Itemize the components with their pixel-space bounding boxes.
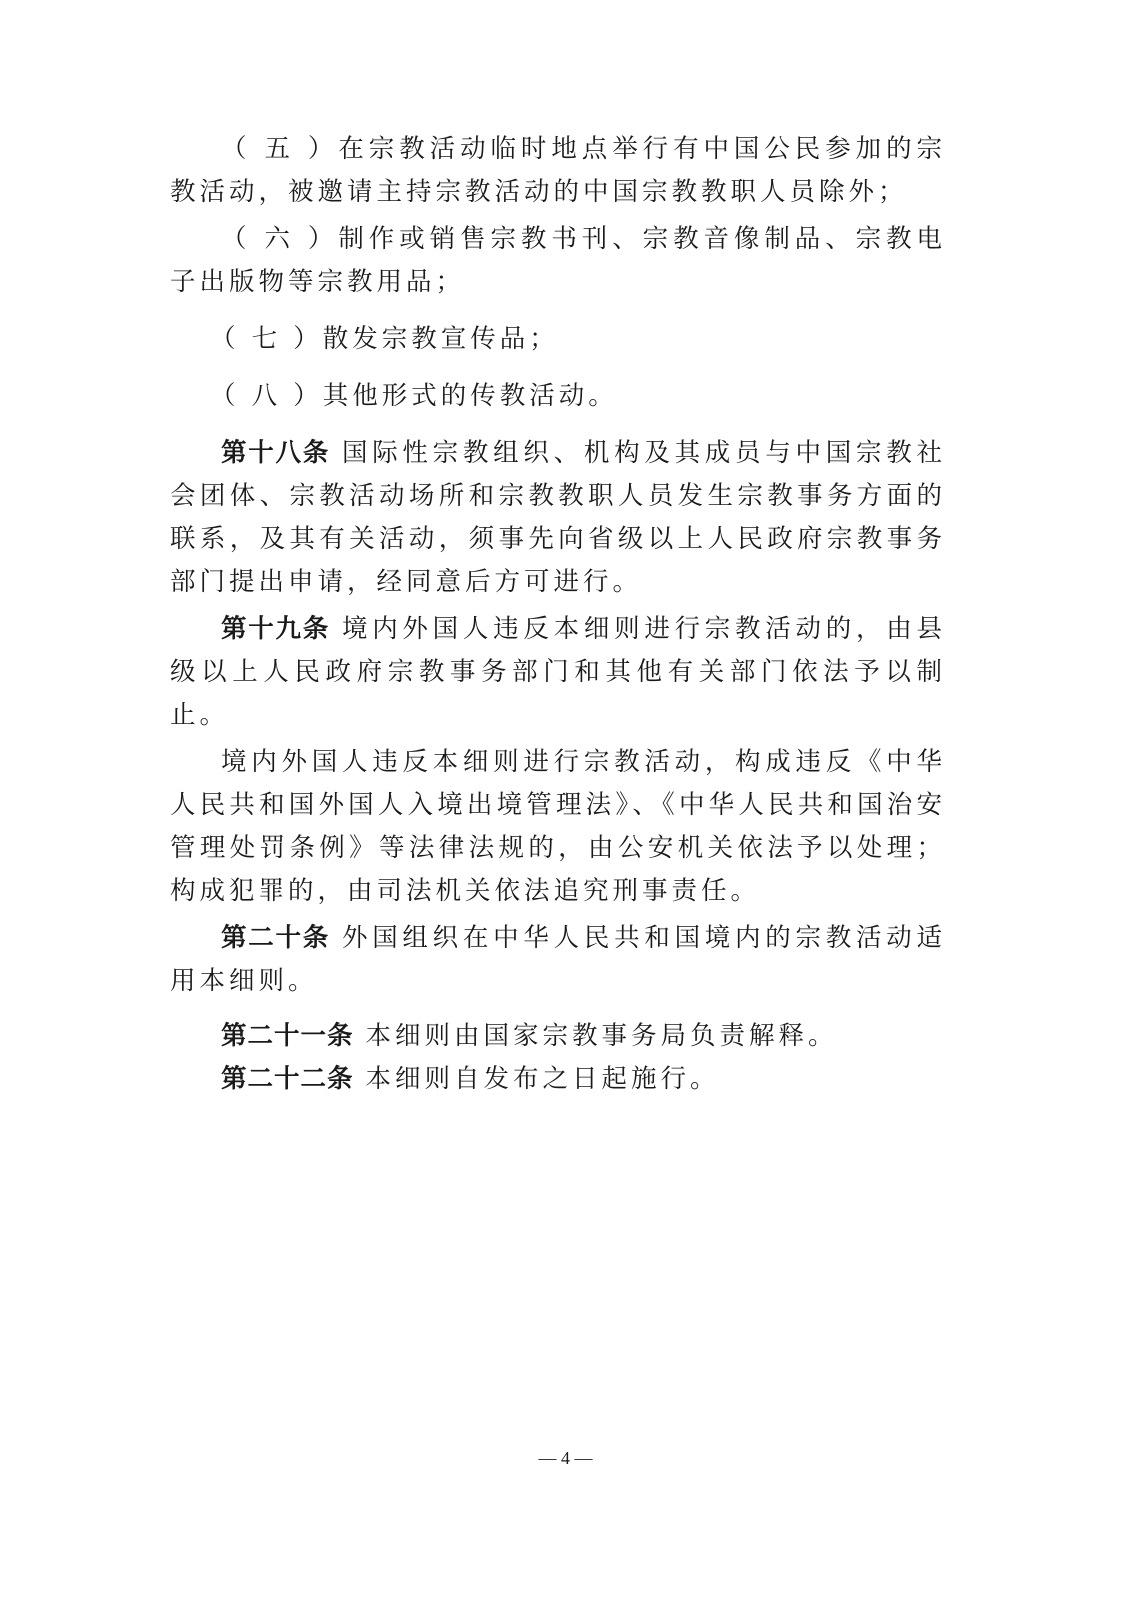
clause-item-8-text: （ 八 ）其他形式的传教活动。 (210, 381, 618, 411)
article-18-title: 第十八条 (221, 438, 330, 468)
article-20-text: 外国组织在中华人民共和国境内的宗教活动适用本细则。 (170, 923, 946, 996)
article-18-text: 国际性宗教组织、机构及其成员与中国宗教社会团体、宗教活动场所和宗教教职人员发生宗教事务方面的联系，及其有关活动，须事先向省级以上人民政府宗教事务部门提出申请，经同意后方可进行。 (170, 438, 946, 597)
clause-item-7-text: （ 七 ）散发宗教宣传品； (210, 324, 559, 354)
document-body (170, 128, 946, 1101)
clause-item-8 (170, 375, 946, 418)
article-19-paragraph-2-text: 境内外国人违反本细则进行宗教活动，构成违反《中华人民共和国外国人入境出境管理法》、《中华人民共和国治安管理处罚条例》等法律法规的，由公安机关依法予以处理；构成犯罪的，由司法机关依法追究刑事责任。 (170, 747, 946, 906)
clause-item-6-text: （ 六 ）制作或销售宗教书刊、宗教音像制品、宗教电子出版物等宗教用品； (170, 224, 946, 297)
article-20-title: 第二十条 (221, 923, 330, 953)
clause-item-7 (170, 318, 946, 361)
article-18 (170, 432, 946, 604)
article-22-text: 本细则自发布之日起施行。 (365, 1064, 720, 1094)
article-21-text: 本细则由国家宗教事务局负责解释。 (365, 1021, 838, 1051)
clause-item-5-text: （ 五 ）在宗教活动临时地点举行有中国公民参加的宗教活动，被邀请主持宗教活动的中国宗教教职人员除外； (170, 134, 946, 207)
article-22-title: 第二十二条 (221, 1064, 354, 1094)
page-number: — 4 — (538, 1448, 593, 1468)
article-20 (170, 917, 946, 1003)
article-19 (170, 608, 946, 737)
article-19-text: 境内外国人违反本细则进行宗教活动的，由县级以上人民政府宗教事务部门和其他有关部门依法予以制止。 (170, 614, 946, 730)
article-19-title: 第十九条 (221, 614, 330, 644)
article-19-paragraph-2 (170, 741, 946, 913)
clause-item-5 (170, 128, 946, 214)
article-21-title: 第二十一条 (221, 1021, 354, 1051)
article-22 (170, 1058, 946, 1101)
article-21 (170, 1015, 946, 1058)
clause-item-6 (170, 218, 946, 304)
